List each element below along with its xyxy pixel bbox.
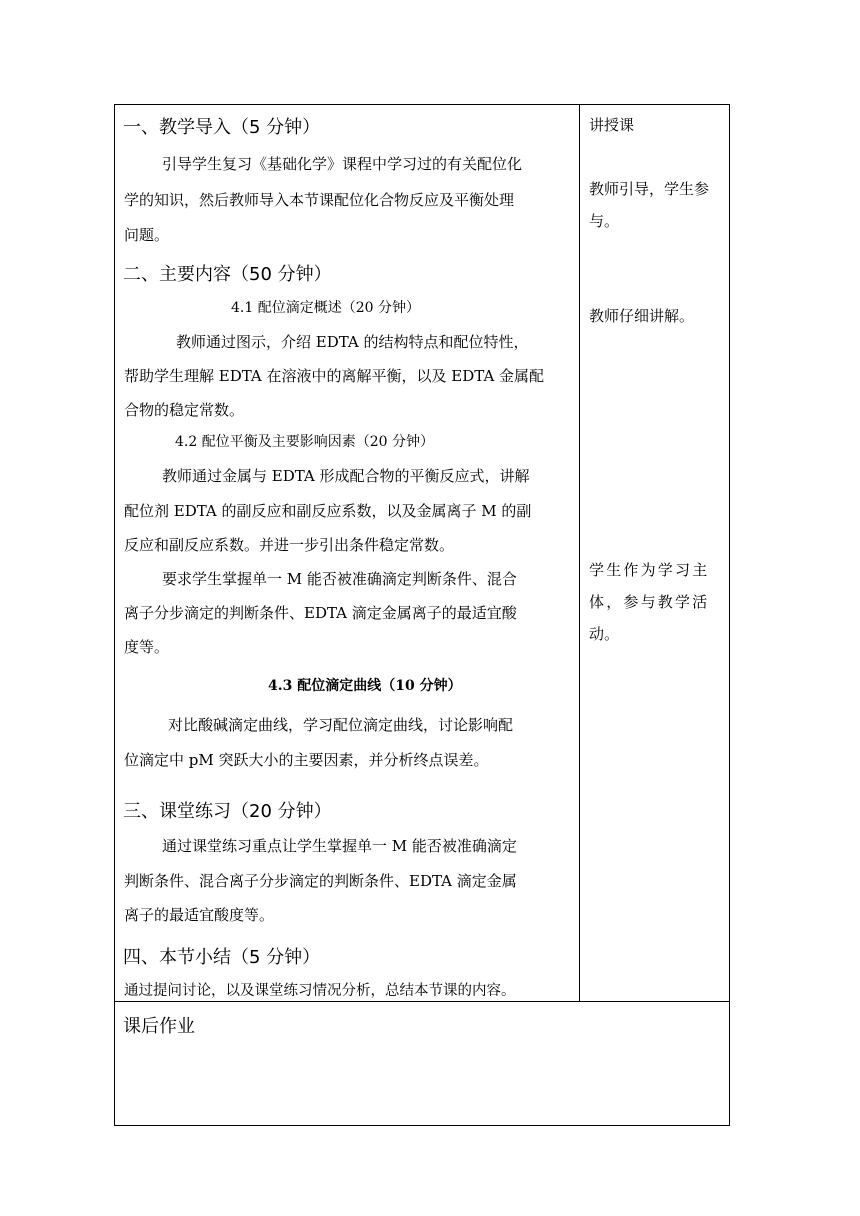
p41-line-1: 教师通过图示，介绍 EDTA 的结构特点和配位特性， — [176, 333, 529, 351]
subheading-4-1: 4.1 配位滴定概述（20 分钟） — [231, 300, 420, 316]
side-guide-line-1: 教师引导，学生参 — [589, 180, 710, 198]
column-divider — [579, 104, 580, 1002]
p42a-line-3: 反应和副反应系数。并进一步引出条件稳定常数。 — [124, 536, 455, 554]
intro-line-1: 引导学生复习《基础化学》课程中学习过的有关配位化 — [162, 155, 523, 173]
p42b-line-2: 离子分步滴定的判断条件、EDTA 滴定金属离子的最适宜酸 — [124, 604, 517, 622]
p42b-line-1: 要求学生掌握单一 M 能否被准确滴定判断条件、混合 — [162, 570, 517, 588]
side-student-line-1: 学生作为学习主 — [589, 561, 710, 579]
p41-line-3: 合物的稳定常数。 — [124, 401, 245, 419]
practice-line-3: 离子的最适宜酸度等。 — [124, 906, 275, 924]
practice-line-1: 通过课堂练习重点让学生掌握单一 M 能否被准确滴定 — [162, 837, 517, 855]
subheading-4-2: 4.2 配位平衡及主要影响因素（20 分钟） — [175, 434, 434, 450]
intro-line-3: 问题。 — [124, 226, 170, 244]
p43-line-2: 位滴定中 pM 突跃大小的主要因素，并分析终点误差。 — [124, 751, 489, 769]
row-divider — [114, 1001, 730, 1002]
p42a-line-1: 教师通过金属与 EDTA 形成配合物的平衡反应式，讲解 — [162, 467, 530, 485]
homework-title: 课后作业 — [123, 1016, 195, 1037]
section-title-main: 二、主要内容（50 分钟） — [123, 264, 332, 285]
p41-line-2: 帮助学生理解 EDTA 在溶液中的离解平衡，以及 EDTA 金属配 — [124, 367, 545, 385]
side-lecture-type: 讲授课 — [589, 116, 635, 134]
side-guide-line-2: 与。 — [589, 212, 620, 230]
section-title-summary: 四、本节小结（5 分钟） — [123, 947, 321, 968]
summary-line: 通过提问讨论，以及课堂练习情况分析，总结本节课的内容。 — [124, 983, 516, 999]
side-student-line-3: 动。 — [589, 625, 620, 643]
section-title-practice: 三、课堂练习（20 分钟） — [123, 801, 332, 822]
side-student-line-2: 体，参与教学活 — [589, 593, 710, 611]
p43-line-1: 对比酸碱滴定曲线，学习配位滴定曲线，讨论影响配 — [168, 716, 514, 734]
practice-line-2: 判断条件、混合离子分步滴定的判断条件、EDTA 滴定金属 — [124, 872, 517, 890]
side-explain: 教师仔细讲解。 — [589, 307, 695, 325]
section-title-intro: 一、教学导入（5 分钟） — [123, 117, 321, 138]
p42b-line-3: 度等。 — [124, 638, 170, 656]
intro-line-2: 学的知识，然后教师导入本节课配位化合物反应及平衡处理 — [124, 191, 515, 209]
subheading-4-3: 4.3 配位滴定曲线（10 分钟） — [268, 678, 462, 694]
p42a-line-2: 配位剂 EDTA 的副反应和副反应系数，以及金属离子 M 的副 — [124, 502, 532, 520]
